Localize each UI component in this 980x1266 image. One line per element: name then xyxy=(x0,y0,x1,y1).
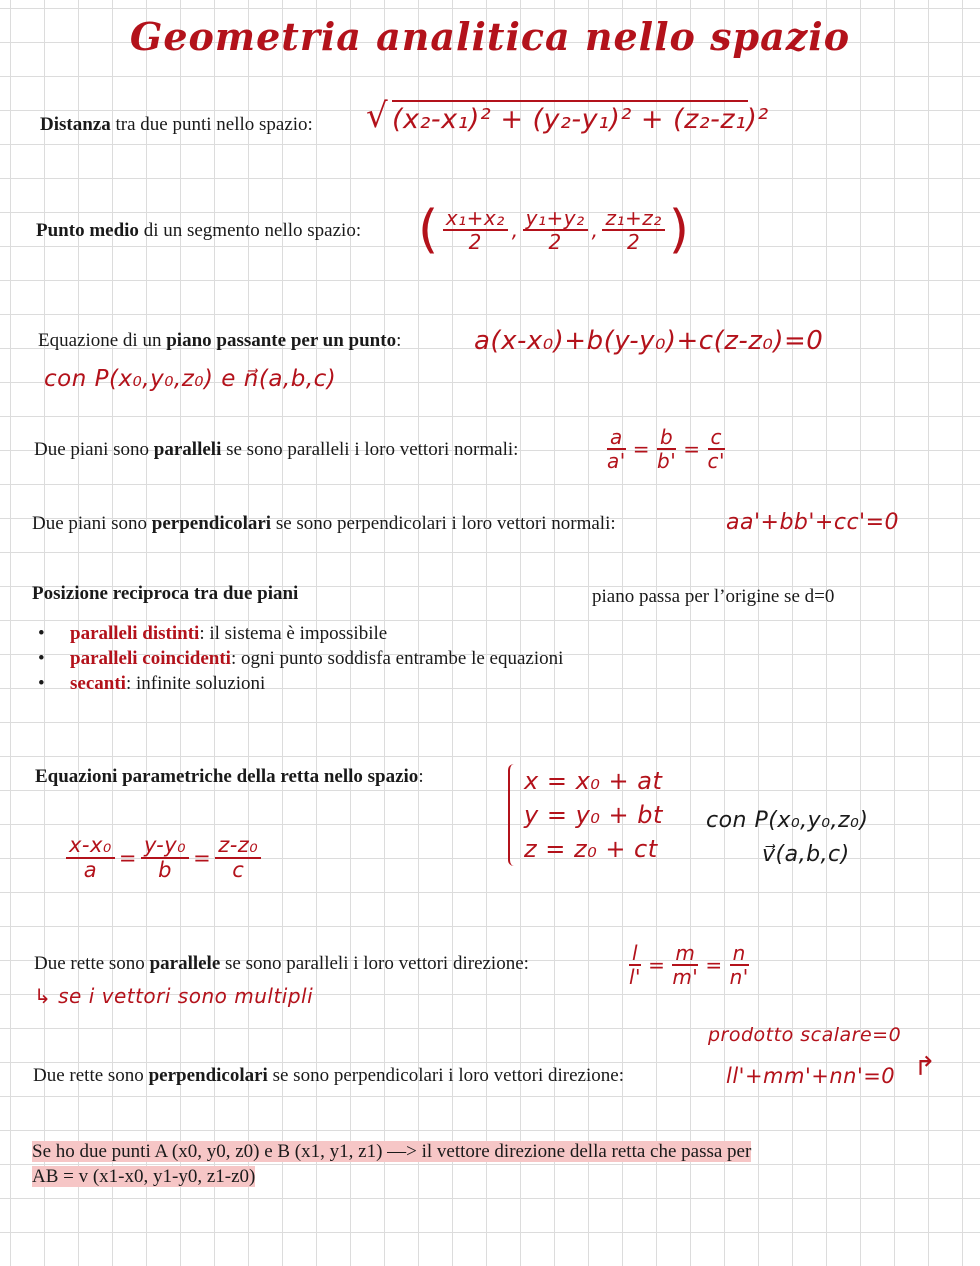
fraction-c: $\frac{c}{c'}$ xyxy=(707,425,725,473)
parametriche-note-1: con P(x₀,y₀,z₀) xyxy=(706,808,869,833)
prodotto-scalare-annotation: prodotto scalare=0 xyxy=(708,1024,902,1046)
parametriche-cartesian: $\frac{\text{x-x₀}}{a}$ = $\frac{\text{y-y₀}}{b}$ = $\frac{\text{z-z₀}}{c}$ xyxy=(62,834,265,882)
punto-medio-fraction-x: $\frac{\text{x₁+x₂}}{2}$ xyxy=(443,207,508,253)
piani-paralleli-formula: $\frac{a}{a'}$ = $\frac{b}{b'}$ = $\frac{c}{c'}$ xyxy=(600,426,732,472)
system-line-z: z = z₀ + ct xyxy=(524,835,658,863)
fraction-m: $\frac{m}{m'}$ xyxy=(672,941,699,989)
fraction-n: $\frac{n}{n'}$ xyxy=(729,941,749,989)
piano-formula: a(x-x₀)+b(y-y₀)+c(z-z₀)=0 xyxy=(474,326,824,356)
fraction-l: $\frac{l}{l'}$ xyxy=(629,941,642,989)
piani-paralleli-label: paralleli xyxy=(153,439,222,460)
rette-parallele-formula: $\frac{l}{l'}$ = $\frac{m}{m'}$ = $\frac{n}{n'}$ xyxy=(622,942,756,988)
posizione-side-note: piano passa per l’origine se d=0 xyxy=(592,586,835,607)
punto-medio-fraction-y: $\frac{\text{y₁+y₂}}{2}$ xyxy=(523,207,588,253)
distanza-sqrt-sign: √ xyxy=(366,96,389,136)
vettore-direzione-text xyxy=(32,1139,751,1189)
punto-medio-fraction-z: $\frac{\text{z₁+z₂}}{2}$ xyxy=(602,207,664,253)
posizione-list xyxy=(32,621,563,696)
fraction-a: $\frac{a}{a'}$ xyxy=(607,425,626,473)
fraction-y: $\frac{\text{y-y₀}}{b}$ xyxy=(141,834,189,882)
distanza-formula: (x₂-x₁)² + (y₂-y₁)² + (z₂-z₁)² xyxy=(392,104,769,135)
punto-medio-rest: di un segmento nello spazio: xyxy=(138,220,362,241)
parametriche-system xyxy=(524,764,663,866)
system-line-x: x = x₀ + at xyxy=(524,767,663,795)
rette-perpendicolari-text: Due rette sono perpendicolari se sono perpendicolari i loro vettori direzione: xyxy=(33,1065,624,1086)
piano-note: con P(x₀,y₀,z₀) e n⃗(a,b,c) xyxy=(44,366,337,392)
list-item: • paralleli distinti: il sistema è impossibile xyxy=(32,621,563,646)
punto-medio-text xyxy=(36,220,361,242)
rette-perpendicolari-label: perpendicolari xyxy=(148,1065,268,1086)
distanza-rest: tra due punti nello spazio: xyxy=(110,114,313,135)
fraction-b: $\frac{b}{b'}$ xyxy=(657,425,677,473)
punto-medio-open-paren: ( xyxy=(418,200,439,260)
curved-arrow-icon: ↱ xyxy=(914,1052,937,1082)
rette-parallele-text: Due rette sono parallele se sono paralleli i loro vettori direzione: xyxy=(34,953,529,974)
posizione-heading: Posizione reciproca tra due piani xyxy=(32,583,299,604)
punto-medio-formula: ( $\frac{\text{x₁+x₂}}{2}$ , $\frac{\text{y₁+y₂}}{2}$ , $\frac{\text{z₁+z₂}}{2}$ ) xyxy=(418,200,690,260)
piani-perpendicolari-text: Due piani sono perpendicolari se sono perpendicolari i loro vettori normali: xyxy=(32,513,616,534)
list-item: • secanti: infinite soluzioni xyxy=(32,671,563,696)
system-brace xyxy=(508,764,518,866)
parametriche-heading: Equazioni parametriche della retta nello spazio: xyxy=(35,766,424,787)
parametriche-note-2: v⃗(a,b,c) xyxy=(762,842,850,867)
rette-parallele-note: ↳ se i vettori sono multipli xyxy=(34,984,314,1008)
fraction-x: $\frac{\text{x-x₀}}{a}$ xyxy=(66,834,115,882)
piano-text: Equazione di un piano passante per un punto: xyxy=(38,330,402,351)
fraction-z: $\frac{\text{z-z₀}}{c}$ xyxy=(215,834,261,882)
system-line-y: y = y₀ + bt xyxy=(524,801,663,829)
rette-parallele-label: parallele xyxy=(149,953,221,974)
piano-label: piano passante per un punto xyxy=(166,330,397,351)
page-title: Geometria analitica nello spazio xyxy=(129,14,851,59)
distanza-text xyxy=(40,114,313,136)
punto-medio-close-paren: ) xyxy=(668,200,690,260)
punto-medio-label: Punto medio xyxy=(36,220,139,241)
piani-perpendicolari-label: perpendicolari xyxy=(151,513,272,534)
vettore-line-1: Se ho due punti A (x0, y0, z0) e B (x1, y1, z1) —> il vettore direzione della retta che passa per xyxy=(32,1141,752,1162)
piani-paralleli-text: Due piani sono paralleli se sono paralleli i loro vettori normali: xyxy=(34,439,519,460)
list-item: • paralleli coincidenti: ogni punto soddisfa entrambe le equazioni xyxy=(32,646,563,671)
piani-perpendicolari-formula: aa'+bb'+cc'=0 xyxy=(726,510,900,535)
distanza-sqrt-bar xyxy=(392,100,748,102)
vettore-line-2: AB = v (x1-x0, y1-y0, z1-z0) xyxy=(32,1166,256,1187)
rette-perpendicolari-formula: ll'+mm'+nn'=0 xyxy=(726,1064,896,1088)
distanza-label: Distanza xyxy=(40,114,111,135)
